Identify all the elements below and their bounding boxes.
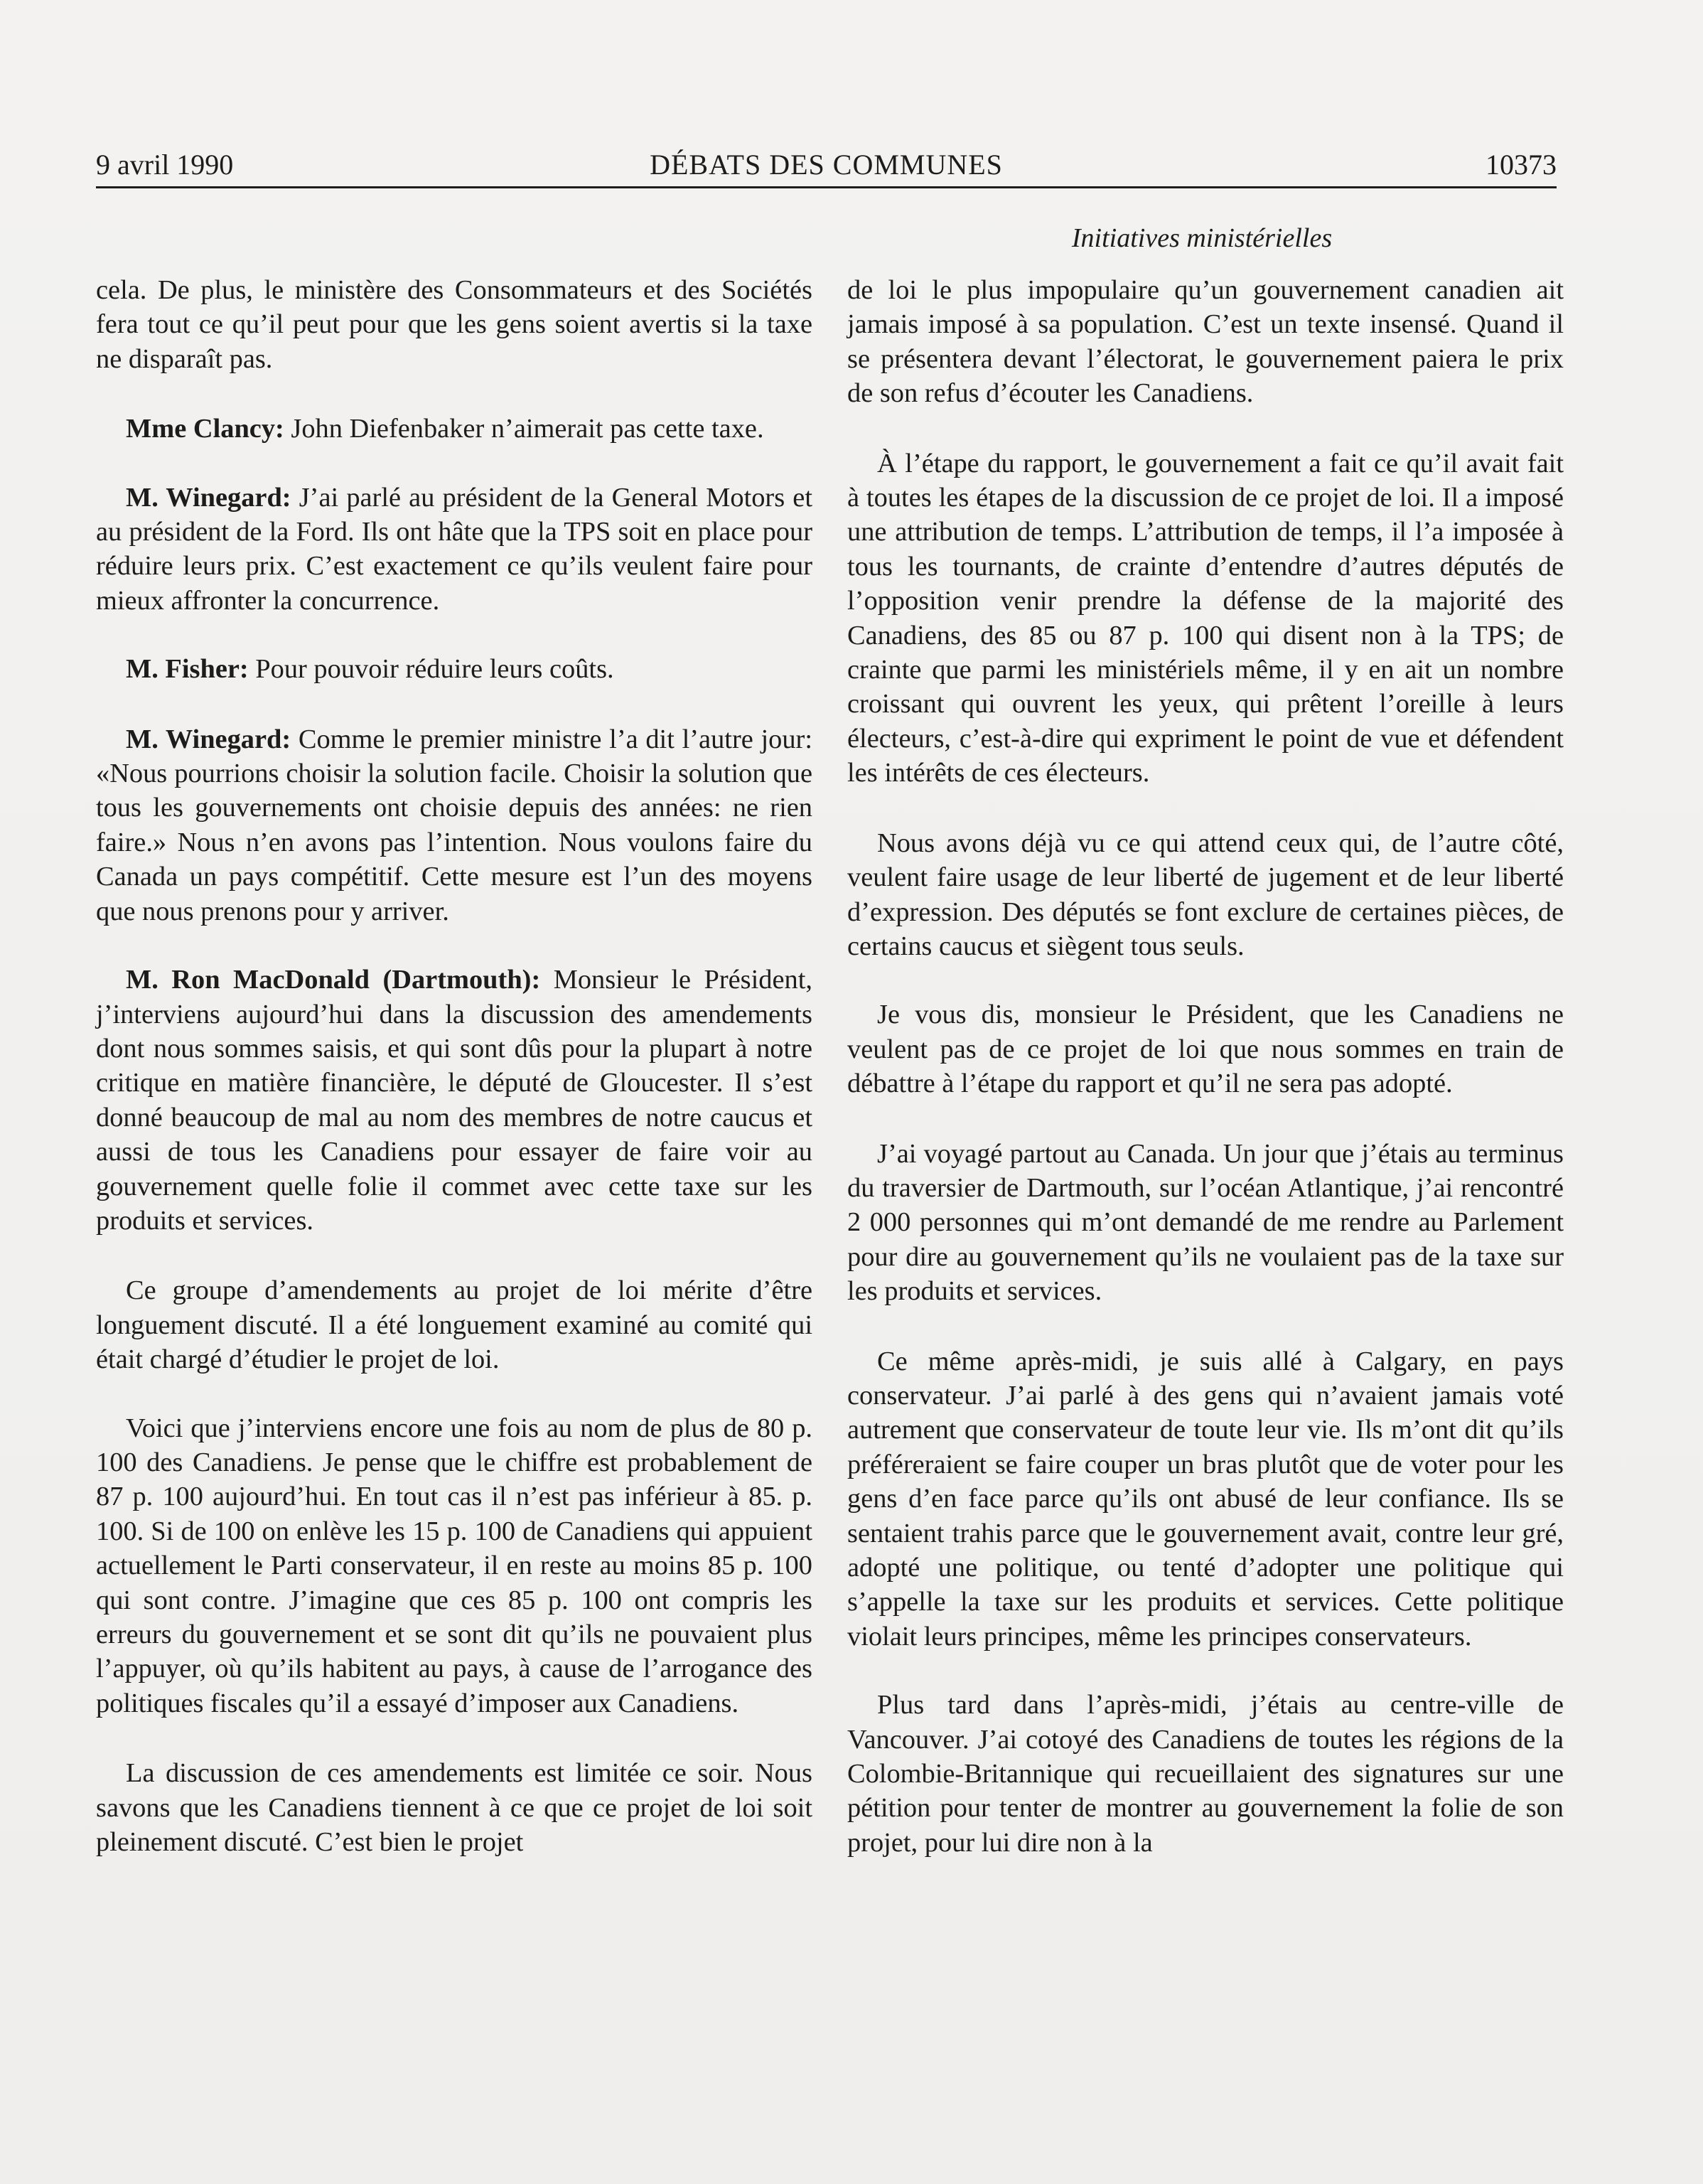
paragraph-text: John Diefenbaker n’aimerait pas cette taxe.: [284, 414, 764, 444]
paragraph-text: Monsieur le Président, j’interviens aujourd’hui dans la discussion des amendements dont nous sommes saisis, et qui sont dûs pour la plupart à notre critique en matière financière, le député de Gloucester. Il s’est donné beaucoup de mal au nom des membres de notre caucus et aussi de tous les Canadiens pour essayer de faire voir au gouvernement quelle folie il commet avec cette taxe sur les produits et services.: [96, 965, 812, 1236]
paragraph: [96, 652, 812, 686]
paragraph: [847, 1344, 1564, 1654]
header-rule: [96, 186, 1557, 188]
paragraph-text: J’ai parlé au président de la General Motors et au président de la Ford. Ils ont hâte que la TPS soit en place pour réduire leurs prix. C’est exactement ce qu’ils veulent faire pour mieux affronter la concurrence.: [96, 482, 813, 616]
paragraph: [96, 273, 812, 376]
section-label: Initiatives ministérielles: [1071, 223, 1333, 253]
paragraph: [96, 963, 812, 1238]
paragraph: [847, 826, 1564, 964]
right-column: [847, 273, 1564, 1860]
speaker-name: Mme Clancy:: [126, 414, 284, 444]
speaker-name: M. Ron MacDonald (Dartmouth):: [126, 965, 541, 995]
paragraph-text: de loi le plus impopulaire qu’un gouvernement canadien ait jamais imposé à sa population. C’est un texte insensé. Quand il se présentera devant l’électorat, le gouvernement paiera le prix de son refus d’écouter les Canadiens.: [847, 275, 1564, 409]
paragraph-text: Comme le premier ministre l’a dit l’autre jour: «Nous pourrions choisir la solution facile. Choisir la solution que tous les gouvernements ont choisie depuis des années: ne rien faire.» Nous n’en avons pas l’intention. Nous voulons faire du Canada un pays compétitif. Cette mesure est l’un des moyens que nous prenons pour y arriver.: [96, 724, 812, 926]
paragraph-text: Ce groupe d’amendements au projet de loi mérite d’être longuement discuté. Il a été longuement examiné au comité qui était chargé d’étudier le projet de loi.: [96, 1275, 812, 1375]
paragraph-text: À l’étape du rapport, le gouvernement a fait ce qu’il avait fait à toutes les étapes de la discussion de ce projet de loi. Il a imposé une attribution de temps. L’attribution de temps, il l’a imposée à tous les tournants, de crainte d’entendre d’autres députés de l’opposition venir prendre la défense de la majorité des Canadiens, des 85 ou 87 p. 100 qui disent non à la TPS; de crainte que parmi les ministériels même, il y en ait un nombre croissant qui ouvrent les yeux, qui prêtent l’oreille à leurs électeurs, c’est-à-dire qui expriment le point de vue et défendent les intérêts de ces électeurs.: [847, 448, 1564, 788]
paragraph: [96, 1411, 812, 1721]
paragraph-text: Voici que j’interviens encore une fois au nom de plus de 80 p. 100 des Canadiens. Je pense que le chiffre est probablement de 87 p. 100 aujourd’hui. En tout cas il n’est pas inférieur à 85. p. 100. Si de 100 on enlève les 15 p. 100 de Canadiens qui appuient actuellement le Parti conservateur, il en reste au moins 85 p. 100 qui sont contre. J’imagine que ces 85 p. 100 ont compris les erreurs du gouvernement et se sont dit qu’ils ne pouvaient plus l’appuyer, où qu’ils habitent au pays, à cause de l’arrogance des politiques fiscales qu’il a essayé d’imposer aux Canadiens.: [96, 1413, 812, 1718]
speaker-name: M. Winegard:: [126, 724, 291, 754]
speaker-name: M. Winegard:: [126, 482, 291, 513]
paragraph-text: J’ai voyagé partout au Canada. Un jour que j’étais au terminus du traversier de Dartmouth, sur l’océan Atlantique, j’ai rencontré 2 000 personnes qui m’ont demandé de me rendre au Parlement pour dire au gouvernement qu’ils ne voulaient pas de la taxe sur les produits et services.: [847, 1138, 1564, 1307]
paragraph: [847, 1688, 1564, 1860]
header-title: DÉBATS DES COMMUNES: [650, 149, 1003, 181]
page-header: [96, 144, 1557, 186]
paragraph: [847, 446, 1564, 791]
paragraph: [96, 481, 812, 619]
speaker-name: M. Fisher:: [126, 654, 249, 685]
paragraph-text: Je vous dis, monsieur le Président, que les Canadiens ne veulent pas de ce projet de loi que nous sommes en train de débattre à l’étape du rapport et qu’il ne sera pas adopté.: [847, 1000, 1564, 1099]
paragraph-text: Plus tard dans l’après-midi, j’étais au centre-ville de Vancouver. J’ai cotoyé des Canadiens de toutes les régions de la Colombie-Britannique qui recueillaient des signatures sur une pétition pour tenter de montrer au gouvernement la folie de son projet, pour lui dire non à la: [847, 1690, 1564, 1858]
paragraph: [96, 722, 812, 928]
paragraph: [847, 273, 1564, 411]
paragraph: [847, 997, 1564, 1101]
left-column: [96, 273, 812, 1859]
header-date: 9 avril 1990: [96, 149, 234, 181]
paragraph-text: Pour pouvoir réduire leurs coûts.: [248, 654, 614, 685]
paragraph: [96, 1273, 812, 1376]
paragraph-text: cela. De plus, le ministère des Consommateurs et des Sociétés fera tout ce qu’il peut pour que les gens soient avertis si la taxe ne disparaît pas.: [96, 275, 812, 374]
paragraph: [96, 1756, 812, 1859]
paragraph-text: La discussion de ces amendements est limitée ce soir. Nous savons que les Canadiens tiennent à ce que ce projet de loi soit pleinement discuté. C’est bien le projet: [96, 1758, 812, 1858]
paragraph: [96, 412, 812, 446]
paragraph-text: Ce même après-midi, je suis allé à Calgary, en pays conservateur. J’ai parlé à des gens qui n’avaient jamais voté autrement que conservateur de toute leur vie. Ils m’ont dit qu’ils préféreraient se faire couper un bras plutôt que de voter pour les gens d’en face parce qu’ils ont abusé de leur confiance. Ils se sentaient trahis parce que le gouvernement avait, contre leur gré, adopté une politique, ou tenté d’adopter une politique qui s’appelle la taxe sur les produits et services. Cette politique violait leurs principes, même les principes conservateurs.: [847, 1346, 1564, 1652]
header-page-number: 10373: [1486, 149, 1557, 181]
paragraph: [847, 1137, 1564, 1309]
paragraph-text: Nous avons déjà vu ce qui attend ceux qui, de l’autre côté, veulent faire usage de leur liberté de jugement et de leur liberté d’expression. Des députés se font exclure de certaines pièces, de certains caucus et siègent tous seuls.: [847, 828, 1564, 961]
